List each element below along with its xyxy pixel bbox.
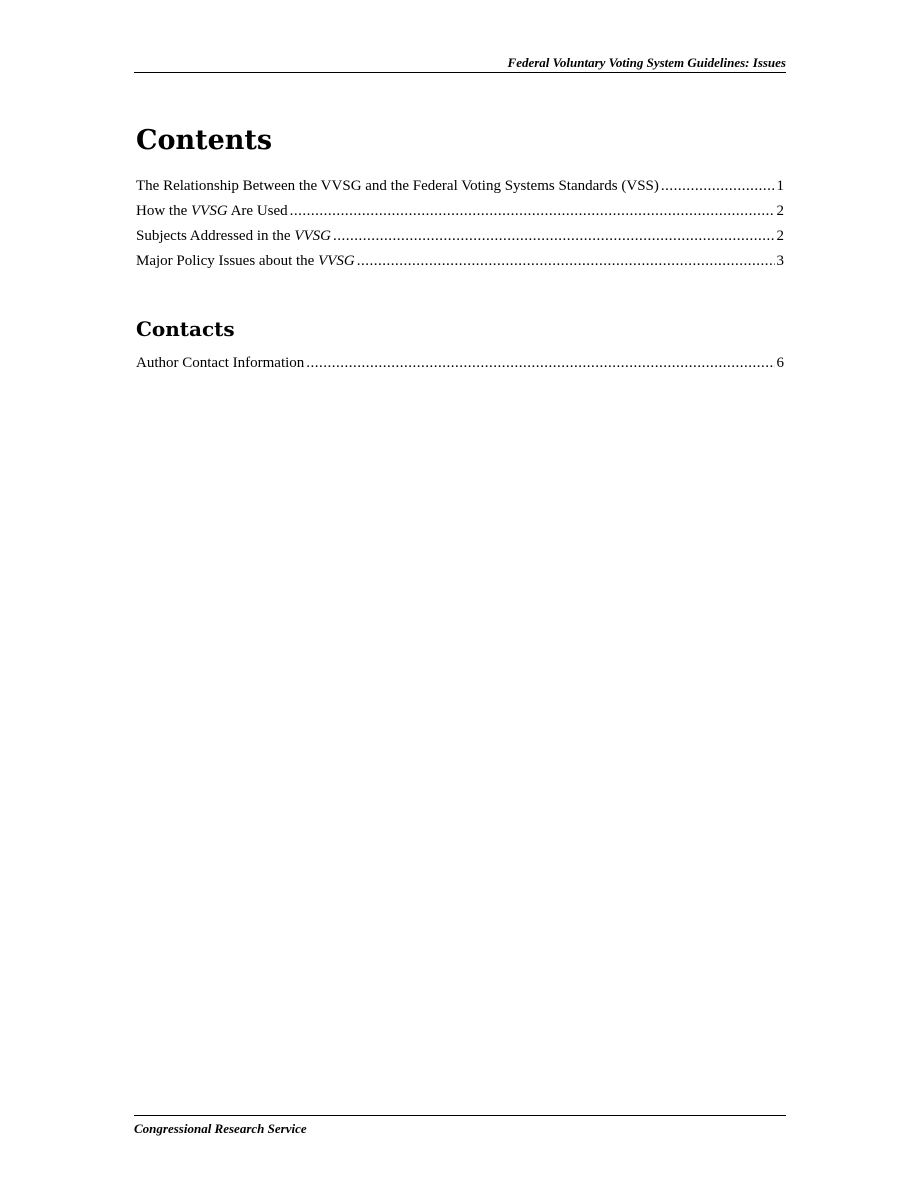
toc-page-number: 2 xyxy=(776,228,784,244)
contacts-heading: Contacts xyxy=(136,317,235,341)
toc-entry[interactable] xyxy=(136,228,784,245)
toc-entry-title: How the VVSG Are Used xyxy=(136,203,288,219)
toc-page-number: 1 xyxy=(776,178,784,194)
running-footer xyxy=(134,1115,786,1136)
toc-leader-dots xyxy=(357,253,775,270)
toc-leader-dots xyxy=(306,355,774,372)
toc-entry[interactable] xyxy=(136,355,784,372)
toc-entry-title: Major Policy Issues about the VVSG xyxy=(136,253,355,269)
toc-page-number: 6 xyxy=(776,355,784,371)
toc-leader-dots xyxy=(333,228,775,245)
toc-entry[interactable] xyxy=(136,253,784,270)
toc-entry[interactable] xyxy=(136,203,784,220)
toc-leader-dots xyxy=(290,203,775,220)
toc-page-number: 3 xyxy=(776,253,784,269)
running-header xyxy=(134,56,786,73)
toc-page-number: 2 xyxy=(776,203,784,219)
toc-entry[interactable] xyxy=(136,178,784,195)
footer-publisher: Congressional Research Service xyxy=(134,1121,307,1136)
contents-list xyxy=(136,178,784,278)
toc-entry-title: Author Contact Information xyxy=(136,355,305,371)
running-header-title: Federal Voluntary Voting System Guidelines: Issues xyxy=(507,55,786,70)
toc-leader-dots xyxy=(661,178,775,195)
contacts-list xyxy=(136,355,784,380)
toc-entry-title: The Relationship Between the VVSG and the Federal Voting Systems Standards (VSS) xyxy=(136,178,659,194)
toc-entry-title: Subjects Addressed in the VVSG xyxy=(136,228,331,244)
contents-heading: Contents xyxy=(136,125,273,156)
